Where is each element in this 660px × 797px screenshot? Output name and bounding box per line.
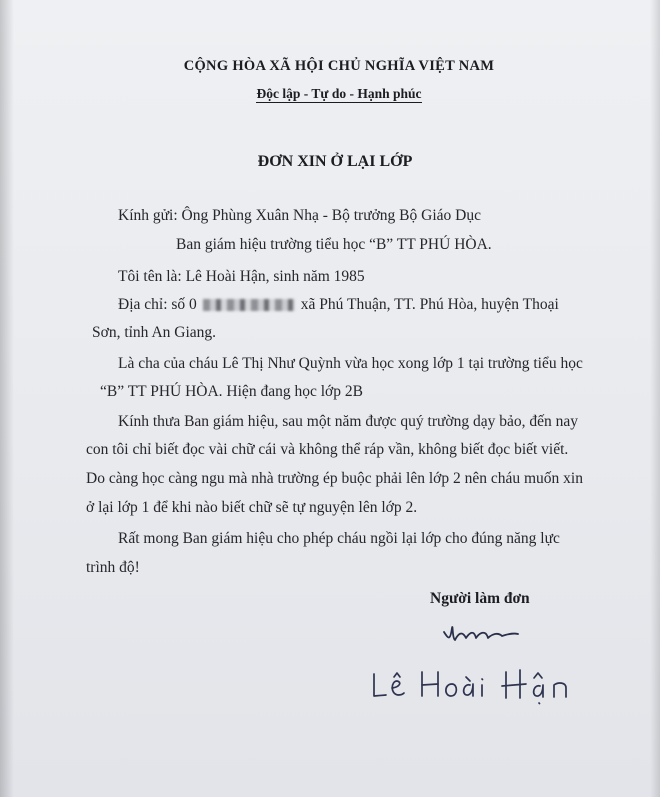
recipient-line-1: Kính gửi: Ông Phùng Xuân Nhạ - Bộ trưởng Bộ Giáo Dục [118,207,481,224]
page-edge-shadow-right [650,0,660,797]
address-line-1 [118,296,559,314]
paragraph-1-line-1: Là cha của cháu Lê Thị Như Quỳnh vừa học xong lớp 1 tại trường tiểu học [118,355,583,372]
paragraph-1-line-2: “B” TT PHÚ HÒA. Hiện đang học lớp 2B [100,383,363,400]
redacted-address [203,299,295,311]
address-partial: 0 [189,296,197,313]
address-line-2: Sơn, tỉnh An Giang. [92,324,217,341]
paragraph-2-line-1: Kính thưa Ban giám hiệu, sau một năm được quý trường dạy bảo, đến nay [118,413,579,430]
paragraph-2-line-2: con tôi chỉ biết đọc vài chữ cái và không thể ráp vần, không biết đọc biết viết. [86,441,569,458]
paragraph-3-line-2: trình độ! [86,559,140,576]
paragraph-2-line-3: Do càng học càng ngu mà nhà trường ép buộc phải lên lớp 2 nên cháu muốn xin [86,470,583,487]
signer-label: Người làm đơn [430,590,530,607]
paragraph-2-line-4: ở lại lớp 1 để khi nào biết chữ sẽ tự nguyện lên lớp 2. [86,499,418,516]
national-header: CỘNG HÒA XÃ HỘI CHỦ NGHĨA VIỆT NAM [183,58,495,74]
signature-mark [440,618,520,648]
page-edge-shadow [0,0,14,797]
handwritten-name [368,660,588,710]
document-title: ĐƠN XIN Ở LẠI LỚP [257,153,413,170]
address-prefix: Địa chỉ: số [118,296,186,313]
paragraph-3-line-1: Rất mong Ban giám hiệu cho phép cháu ngồi lại lớp cho đúng năng lực [118,530,560,547]
motto-text: Độc lập - Tự do - Hạnh phúc [256,86,422,101]
recipient-line-2: Ban giám hiệu trường tiểu học “B” TT PHÚ HÒA. [176,236,492,253]
address-suffix: xã Phú Thuận, TT. Phú Hòa, huyện Thoại [300,296,559,313]
national-motto [0,86,660,102]
applicant-name-line: Tôi tên là: Lê Hoài Hận, sinh năm 1985 [118,268,365,285]
